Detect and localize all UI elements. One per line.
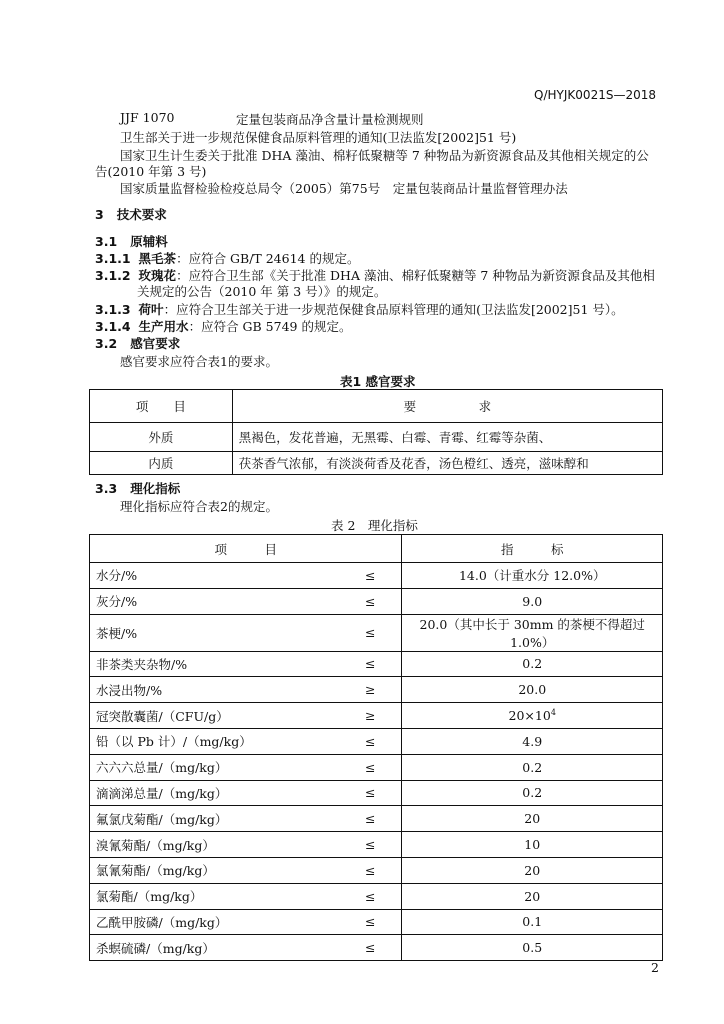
value-text: 0.2 bbox=[522, 759, 543, 775]
table-cell-comparator: ≤ bbox=[339, 651, 402, 677]
table-cell-comparator: ≤ bbox=[339, 909, 402, 935]
table-header-row bbox=[90, 390, 663, 423]
table-cell-requirement: 茯茶香气浓郁，有淡淡荷香及花香，汤色橙红、透亮，滋味醇和 bbox=[232, 452, 662, 475]
value-text: 4.9 bbox=[522, 733, 543, 749]
table-cell-item: 六六六总量/（mg/kg） bbox=[90, 754, 340, 780]
section-number: 3 bbox=[95, 207, 104, 222]
table-cell-value bbox=[402, 677, 663, 703]
clause-number: 3.1.4 bbox=[95, 319, 131, 334]
table-row bbox=[90, 883, 663, 909]
table-cell-comparator: ≤ bbox=[339, 563, 402, 589]
section-3-1-1 bbox=[95, 249, 359, 267]
table-row bbox=[90, 423, 663, 452]
section-3-1-2-cont: 关规定的公告（2010 年 第 3 号）》的规定。 bbox=[137, 284, 387, 299]
table2-caption: 表 2 理化指标 bbox=[331, 518, 418, 533]
section-3-heading bbox=[95, 205, 167, 223]
table-cell-comparator: ≥ bbox=[339, 703, 402, 729]
clause-label: 玫瑰花 bbox=[138, 268, 177, 283]
table-header-cell: 指 标 bbox=[402, 535, 663, 563]
table-cell-item: 滴滴涕总量/（mg/kg） bbox=[90, 780, 340, 806]
table-cell-item: 水浸出物/% bbox=[90, 677, 340, 703]
table-row bbox=[90, 677, 663, 703]
table-row bbox=[90, 588, 663, 614]
section-title: 原辅料 bbox=[130, 234, 168, 249]
table-cell-comparator: ≤ bbox=[339, 588, 402, 614]
table-cell-value bbox=[402, 909, 663, 935]
table-cell-value bbox=[402, 728, 663, 754]
table-cell-value bbox=[402, 883, 663, 909]
section-title: 感官要求 bbox=[130, 336, 181, 351]
table-cell-item: 铅（以 Pb 计）/（mg/kg） bbox=[90, 728, 340, 754]
table-row bbox=[90, 452, 663, 475]
table-row bbox=[90, 703, 663, 729]
table-header-cell: 项 目 bbox=[90, 535, 402, 563]
table1-caption: 表1 感官要求 bbox=[340, 374, 416, 389]
value-text: 20×10 bbox=[508, 708, 551, 724]
table-cell-value bbox=[402, 614, 663, 651]
table-cell-value bbox=[402, 563, 663, 589]
standard-code: Q/HYJK0021S—2018 bbox=[534, 88, 656, 102]
table-cell-value bbox=[402, 754, 663, 780]
section-number: 3.2 bbox=[95, 336, 118, 351]
clause-text: ：应符合卫生部关于进一步规范保健食品原料管理的通知(卫法监发[2002]51 号）。 bbox=[163, 302, 624, 317]
clause-number: 3.1.1 bbox=[95, 251, 131, 266]
table-cell-item: 非茶类夹杂物/% bbox=[90, 651, 340, 677]
table-cell-item: 乙酰甲胺磷/（mg/kg） bbox=[90, 909, 340, 935]
table-row bbox=[90, 909, 663, 935]
section-title: 技术要求 bbox=[116, 207, 167, 222]
ref-dha-line1: 国家卫生计生委关于批准 DHA 藻油、棉籽低聚糖等 7 种物品为新资源食品及其他相关规定的公 bbox=[120, 148, 649, 163]
table-row bbox=[90, 754, 663, 780]
table-cell-comparator: ≤ bbox=[339, 857, 402, 883]
table-row bbox=[90, 728, 663, 754]
clause-text: ：应符合 GB/T 24614 的规定。 bbox=[176, 251, 360, 266]
table1-sensory bbox=[89, 389, 663, 475]
value-text: 0.5 bbox=[522, 940, 543, 956]
table-cell-comparator: ≤ bbox=[339, 832, 402, 858]
clause-label: 黑毛茶 bbox=[138, 251, 177, 266]
clause-label: 生产用水 bbox=[138, 319, 189, 334]
value-text: 20.0 bbox=[518, 682, 547, 698]
table-cell-value bbox=[402, 806, 663, 832]
table-header-cell: 项 目 bbox=[90, 390, 233, 423]
table-cell-item: 水分/% bbox=[90, 563, 340, 589]
table-cell-value bbox=[402, 780, 663, 806]
table-cell-item: 氯菊酯/（mg/kg） bbox=[90, 883, 340, 909]
ref-health-notice: 卫生部关于进一步规范保健食品原料管理的通知(卫法监发[2002]51 号) bbox=[120, 130, 517, 145]
table-cell-item: 冠突散囊菌/（CFU/g） bbox=[90, 703, 340, 729]
table-row bbox=[90, 857, 663, 883]
value-text: 10 bbox=[524, 837, 541, 853]
section-3-3-heading bbox=[95, 479, 180, 497]
table-cell-item: 外质 bbox=[90, 423, 233, 452]
table-cell-item: 氟氯戊菊酯/（mg/kg） bbox=[90, 806, 340, 832]
value-text: 0.2 bbox=[522, 656, 543, 672]
table-cell-comparator: ≤ bbox=[339, 754, 402, 780]
table-header-cell: 要 求 bbox=[232, 390, 662, 423]
table-row bbox=[90, 935, 663, 961]
value-text: 20 bbox=[524, 862, 541, 878]
table-cell-comparator: ≤ bbox=[339, 935, 402, 961]
section-3-2-intro: 感官要求应符合表1的要求。 bbox=[120, 354, 278, 369]
table-row bbox=[90, 651, 663, 677]
value-text: 0.1 bbox=[522, 914, 543, 930]
page-number: 2 bbox=[651, 960, 659, 975]
value-text: 20.0（其中长于 30mm 的茶梗不得超过 1.0%） bbox=[419, 616, 645, 650]
table-cell-item: 溴氰菊酯/（mg/kg） bbox=[90, 832, 340, 858]
clause-text: ：应符合卫生部《关于批准 DHA 藻油、棉籽低聚糖等 7 种物品为新资源食品及其他相 bbox=[176, 268, 655, 283]
table-cell-comparator: ≤ bbox=[339, 883, 402, 909]
table-cell-comparator: ≤ bbox=[339, 614, 402, 651]
clause-label: 荷叶 bbox=[138, 302, 164, 317]
clause-number: 3.1.3 bbox=[95, 302, 131, 317]
table-row bbox=[90, 780, 663, 806]
table-cell-value bbox=[402, 857, 663, 883]
clause-text: ：应符合 GB 5749 的规定。 bbox=[188, 319, 352, 334]
table-cell-item: 茶梗/% bbox=[90, 614, 340, 651]
section-title: 理化指标 bbox=[130, 481, 181, 496]
table-cell-comparator: ≤ bbox=[339, 728, 402, 754]
ref-dha-line2: 告(2010 年第 3 号) bbox=[95, 164, 207, 179]
value-text: 20 bbox=[524, 811, 541, 827]
ref-jjf1070-code: JJF 1070 bbox=[120, 110, 175, 125]
table-row bbox=[90, 614, 663, 651]
table-cell-value bbox=[402, 588, 663, 614]
ref-aqsiq-order: 国家质量监督检验检疫总局令（2005）第75号 定量包装商品计量监督管理办法 bbox=[120, 181, 568, 196]
section-3-1-heading bbox=[95, 232, 168, 250]
value-text: 20 bbox=[524, 888, 541, 904]
clause-number: 3.1.2 bbox=[95, 268, 131, 283]
table-cell-comparator: ≤ bbox=[339, 806, 402, 832]
table-cell-comparator: ≥ bbox=[339, 677, 402, 703]
table-cell-item: 氯氰菊酯/（mg/kg） bbox=[90, 857, 340, 883]
section-number: 3.3 bbox=[95, 481, 118, 496]
table-cell-item: 内质 bbox=[90, 452, 233, 475]
table-row bbox=[90, 832, 663, 858]
table-cell-value bbox=[402, 832, 663, 858]
table-cell-item: 灰分/% bbox=[90, 588, 340, 614]
value-text: 14.0（计重水分 12.0%） bbox=[458, 568, 606, 584]
section-3-3-intro: 理化指标应符合表2的规定。 bbox=[120, 499, 278, 514]
section-3-1-3 bbox=[95, 300, 624, 318]
table-cell-value bbox=[402, 935, 663, 961]
section-3-2-heading bbox=[95, 334, 180, 352]
table-cell-comparator: ≤ bbox=[339, 780, 402, 806]
table2-physicochemical bbox=[89, 534, 663, 961]
table-cell-value bbox=[402, 651, 663, 677]
value-text: 9.0 bbox=[522, 593, 543, 609]
table-row bbox=[90, 563, 663, 589]
table-row bbox=[90, 806, 663, 832]
section-3-1-4 bbox=[95, 317, 351, 335]
value-text: 0.2 bbox=[522, 785, 543, 801]
table-header-row bbox=[90, 535, 663, 563]
table-cell-value bbox=[402, 703, 663, 729]
value-exponent: 4 bbox=[550, 708, 556, 717]
table-cell-item: 杀螟硫磷/（mg/kg） bbox=[90, 935, 340, 961]
table-cell-requirement: 黑褐色，发花普遍，无黑霉、白霉、青霉、红霉等杂菌、 bbox=[232, 423, 662, 452]
section-number: 3.1 bbox=[95, 234, 118, 249]
ref-jjf1070-title: 定量包装商品净含量计量检测规则 bbox=[236, 112, 424, 127]
